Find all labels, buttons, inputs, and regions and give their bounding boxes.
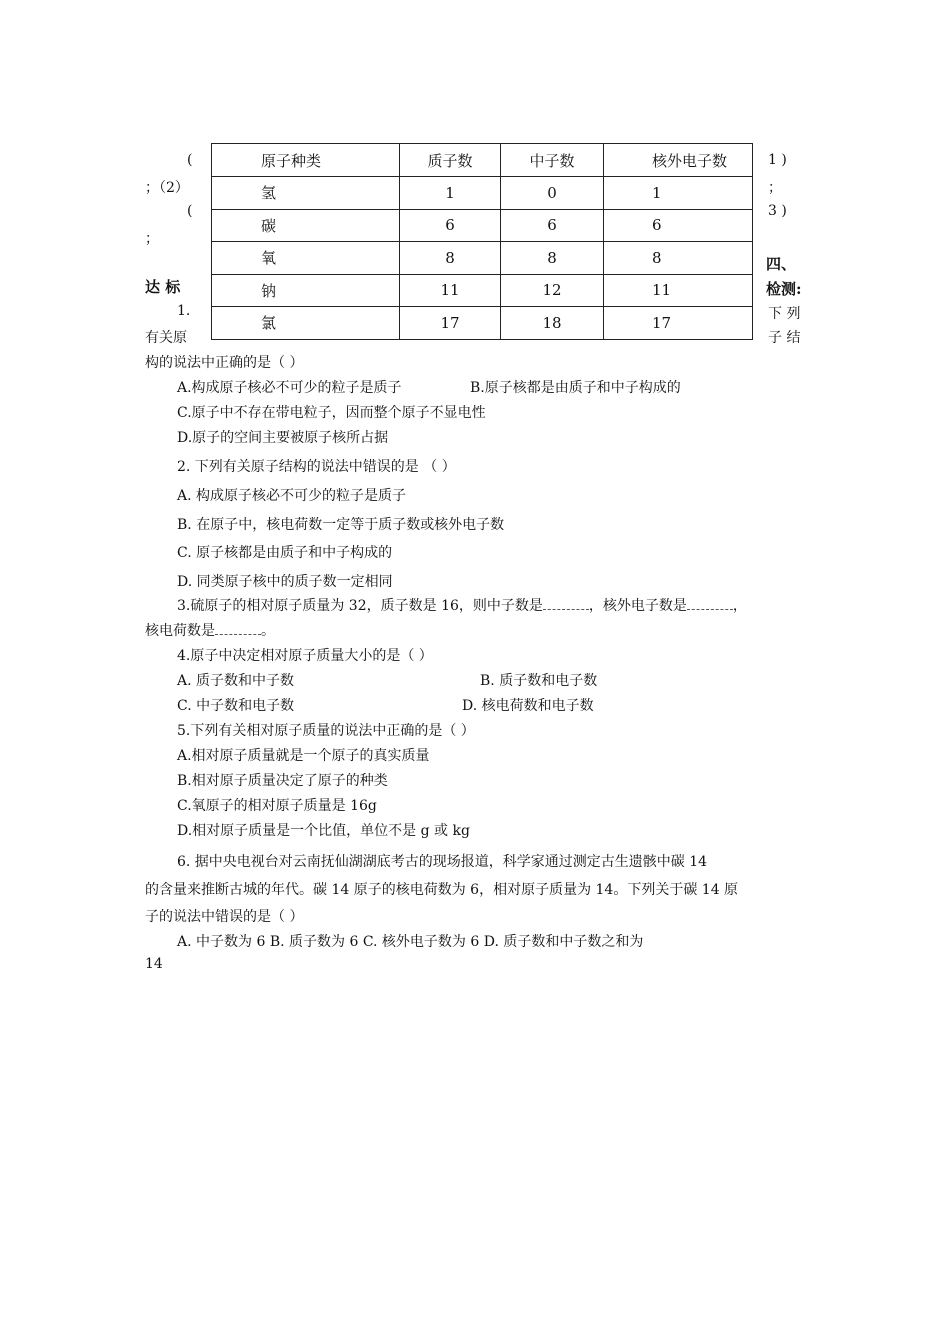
q1-option-a: A.构成原子核必不可少的粒子是质子 bbox=[177, 380, 402, 396]
table-cell: 17 bbox=[604, 307, 753, 340]
q5-option-d: D.相对原子质量是一个比值，单位不是 g 或 kg bbox=[177, 823, 470, 839]
q3-blank-charge[interactable] bbox=[215, 622, 261, 635]
section-heading-right-2: 检测: bbox=[766, 280, 802, 298]
q4-stem: 4.原子中决定相对原子质量大小的是（ ） bbox=[177, 648, 433, 664]
table-cell: 氢 bbox=[212, 177, 400, 210]
section-heading-right-1: 四、 bbox=[766, 255, 797, 273]
q3-text-c: ， bbox=[732, 598, 747, 614]
side-right-1: 1 ) bbox=[768, 152, 787, 168]
side-left-tail: 有关原 bbox=[145, 330, 187, 346]
table-row bbox=[212, 177, 753, 210]
side-right-semicolon: ； bbox=[768, 180, 782, 196]
table-cell: 12 bbox=[501, 274, 604, 307]
table-row bbox=[212, 242, 753, 275]
atom-structure-table bbox=[211, 143, 753, 340]
table-cell: 0 bbox=[501, 177, 604, 210]
q3-blank-neutrons[interactable] bbox=[543, 597, 589, 610]
section-heading-left: 达 标 bbox=[145, 278, 181, 296]
q6-options: A. 中子数为 6 B. 质子数为 6 C. 核外电子数为 6 D. 质子数和中子数之和为 bbox=[177, 934, 644, 950]
table-cell: 11 bbox=[604, 274, 753, 307]
q6-line2: 的含量来推断古城的年代。碳 14 原子的核电荷数为 6，相对原子质量为 14。下列关于碳 14 原 bbox=[145, 882, 739, 898]
q3-text-d: 核电荷数是 bbox=[145, 623, 215, 639]
table-cell: 1 bbox=[604, 177, 753, 210]
side-left-num: 1. bbox=[177, 303, 191, 319]
table-cell: 6 bbox=[604, 209, 753, 242]
table-header-cell: 中子数 bbox=[501, 144, 604, 177]
q6-tail: 14 bbox=[145, 956, 163, 972]
table-cell: 钠 bbox=[212, 274, 400, 307]
q3-stem-cont bbox=[145, 620, 275, 640]
side-left-paren3: ( bbox=[187, 203, 193, 219]
table-cell: 1 bbox=[400, 177, 501, 210]
q1-option-c: C.原子中不存在带电粒子，因而整个原子不显电性 bbox=[177, 405, 486, 421]
side-right-3: 3 ) bbox=[768, 203, 787, 219]
q2-option-b: B. 在原子中，核电荷数一定等于质子数或核外电子数 bbox=[177, 517, 505, 533]
table-cell: 17 bbox=[400, 307, 501, 340]
q4-option-c: C. 中子数和电子数 bbox=[177, 698, 295, 714]
table-cell: 氯 bbox=[212, 307, 400, 340]
q3-text-e: 。 bbox=[261, 623, 275, 639]
table-cell: 氧 bbox=[212, 242, 400, 275]
q2-option-c: C. 原子核都是由质子和中子构成的 bbox=[177, 545, 393, 561]
q5-option-c: C.氧原子的相对原子质量是 16g bbox=[177, 798, 377, 814]
q1-option-b: B.原子核都是由质子和中子构成的 bbox=[470, 380, 681, 396]
table-header-row bbox=[212, 144, 753, 177]
q3-stem bbox=[177, 595, 747, 615]
q3-text-a: 3.硫原子的相对原子质量为 32，质子数是 16，则中子数是 bbox=[177, 598, 543, 614]
q5-option-a: A.相对原子质量就是一个原子的真实质量 bbox=[177, 748, 430, 764]
table-cell: 碳 bbox=[212, 209, 400, 242]
side-left-q2: ；（2） bbox=[145, 180, 189, 196]
table-cell: 6 bbox=[501, 209, 604, 242]
table-cell: 6 bbox=[400, 209, 501, 242]
table-row bbox=[212, 274, 753, 307]
q2-option-d: D. 同类原子核中的质子数一定相同 bbox=[177, 574, 393, 590]
q4-option-d: D. 核电荷数和电子数 bbox=[462, 698, 594, 714]
table-row bbox=[212, 307, 753, 340]
q5-option-b: B.相对原子质量决定了原子的种类 bbox=[177, 773, 388, 789]
q1-option-d: D.原子的空间主要被原子核所占据 bbox=[177, 430, 389, 446]
q3-blank-electrons[interactable] bbox=[687, 597, 733, 610]
q1-stem: 构的说法中正确的是（ ） bbox=[145, 355, 304, 371]
table-cell: 8 bbox=[400, 242, 501, 275]
table-header-cell: 原子种类 bbox=[212, 144, 400, 177]
q4-option-a: A. 质子数和中子数 bbox=[177, 673, 295, 689]
table-row bbox=[212, 209, 753, 242]
q4-option-b: B. 质子数和电子数 bbox=[480, 673, 598, 689]
table-header-cell: 质子数 bbox=[400, 144, 501, 177]
table-cell: 11 bbox=[400, 274, 501, 307]
table-cell: 8 bbox=[604, 242, 753, 275]
side-left-semicolon: ； bbox=[145, 231, 159, 247]
q6-line3: 子的说法中错误的是（ ） bbox=[145, 909, 304, 925]
side-right-tail1: 下 列 bbox=[768, 306, 801, 322]
q6-line1: 6. 据中央电视台对云南抚仙湖湖底考古的现场报道，科学家通过测定古生遗骸中碳 14 bbox=[177, 854, 708, 870]
q3-text-b: ，核外电子数是 bbox=[588, 598, 687, 614]
table-cell: 18 bbox=[501, 307, 604, 340]
table-header-cell: 核外电子数 bbox=[604, 144, 753, 177]
side-left-paren1: ( bbox=[187, 152, 193, 168]
q2-stem: 2. 下列有关原子结构的说法中错误的是 （ ） bbox=[177, 459, 456, 475]
q2-option-a: A. 构成原子核必不可少的粒子是质子 bbox=[177, 488, 407, 504]
table-cell: 8 bbox=[501, 242, 604, 275]
side-right-tail2: 子 结 bbox=[768, 330, 801, 346]
q5-stem: 5.下列有关相对原子质量的说法中正确的是（ ） bbox=[177, 723, 475, 739]
